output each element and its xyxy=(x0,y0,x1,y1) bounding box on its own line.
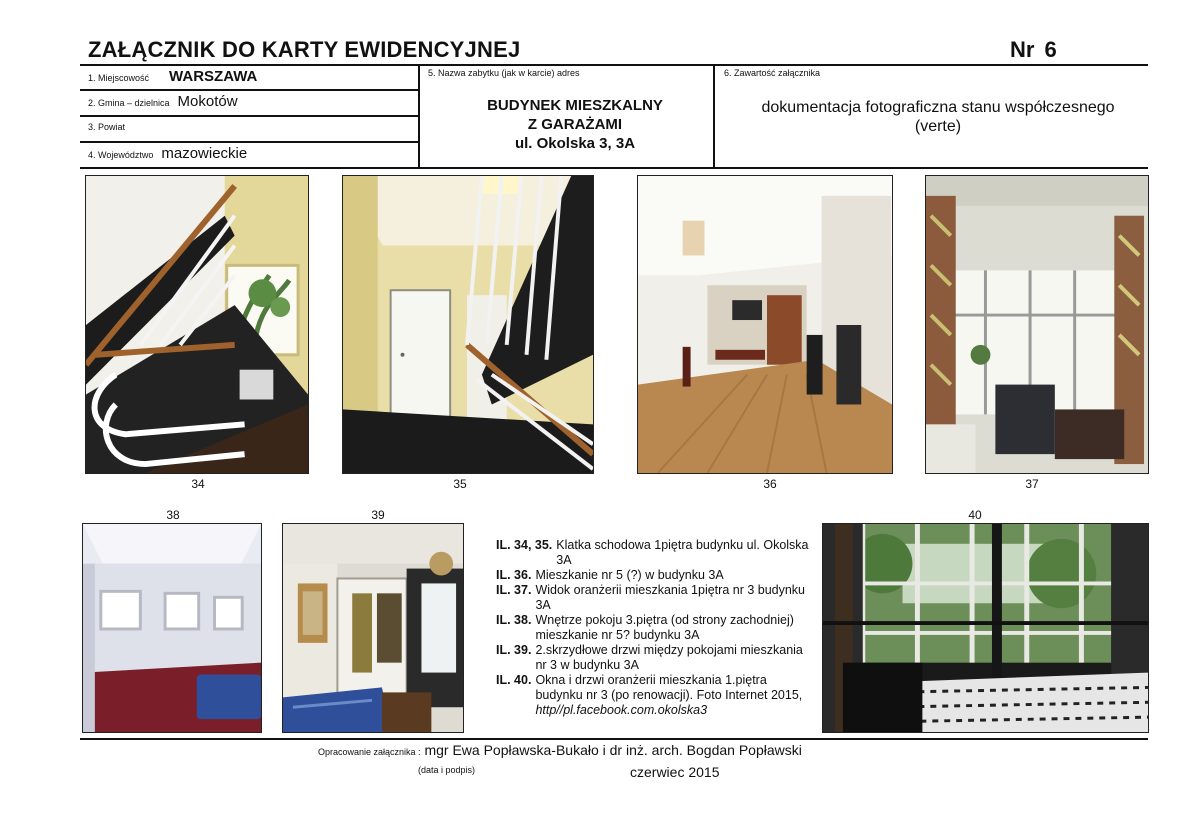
section5-label: 5. Nazwa zabytku (jak w karcie) adres xyxy=(428,68,580,78)
photo-37-orangery xyxy=(925,175,1149,474)
caption-text: Klatka schodowa 1piętra budynku ul. Okolska 3A xyxy=(556,538,809,567)
attachment-number xyxy=(1010,37,1057,63)
column-divider-2 xyxy=(713,64,715,169)
caption-40 xyxy=(496,673,814,718)
table-bottom-rule xyxy=(80,167,1148,169)
gmina-value: Mokotów xyxy=(177,93,238,110)
caption-text: Widok oranżerii mieszkania 1piętra nr 3 budynku 3A xyxy=(535,583,806,612)
field-miejscowosc xyxy=(88,68,257,85)
caption-id: IL. 37. xyxy=(496,583,532,597)
header-rule xyxy=(80,64,1148,66)
photo-35-stairwell xyxy=(342,175,594,474)
wojewodztwo-value: mazowieckie xyxy=(161,145,248,162)
powiat-label: 3. Powiat xyxy=(88,122,126,132)
caption-text: Mieszkanie nr 5 (?) w budynku 3A xyxy=(535,568,724,582)
date-label: (data i podpis) xyxy=(418,765,476,775)
row-divider-2 xyxy=(80,115,419,117)
column-divider-1 xyxy=(418,64,420,169)
caption-id: IL. 38. xyxy=(496,613,532,627)
photo-number-40: 40 xyxy=(968,508,982,522)
caption-source-link: http//pl.facebook.com.okolska3 xyxy=(535,703,708,717)
building-line-1: BUDYNEK MIESZKALNY xyxy=(487,97,663,114)
photo-captions xyxy=(496,538,814,718)
building-line-2: Z GARAŻAMI xyxy=(527,116,623,133)
prepared-label: Opracowanie załącznika : xyxy=(318,747,421,757)
caption-text: 2.skrzydłowe drzwi między pokojami mieszkania nr 3 w budynku 3A xyxy=(535,643,803,672)
footer-rule xyxy=(80,738,1148,740)
building-address: ul. Okolska 3, 3A xyxy=(514,135,636,152)
miejscowosc-value: WARSZAWA xyxy=(169,68,258,85)
section6-label: 6. Zawartość załącznika xyxy=(724,68,821,78)
caption-39 xyxy=(496,643,814,673)
gmina-label: 2. Gmina – dzielnica xyxy=(88,98,170,108)
row-divider-1 xyxy=(80,89,419,91)
caption-36 xyxy=(496,568,814,583)
photo-number-35: 35 xyxy=(453,477,467,491)
photo-34-staircase xyxy=(85,175,309,474)
prepared-by xyxy=(318,742,802,758)
field-powiat xyxy=(88,122,125,132)
caption-38 xyxy=(496,613,814,643)
photo-40-orangery-windows xyxy=(822,523,1149,733)
field-wojewodztwo xyxy=(88,145,247,162)
photo-36-apartment xyxy=(637,175,893,474)
attachment-contents xyxy=(728,98,1148,136)
photo-38-room xyxy=(82,523,262,733)
field-gmina xyxy=(88,93,238,110)
caption-text: Wnętrze pokoju 3.piętra (od strony zachodniej) mieszkanie nr 5? budynku 3A xyxy=(535,613,794,642)
page-title: ZAŁĄCZNIK DO KARTY EWIDENCYJNEJ xyxy=(88,37,521,62)
contents-line-2: (verte) xyxy=(914,118,962,135)
caption-37 xyxy=(496,583,814,613)
photo-number-37: 37 xyxy=(1025,477,1039,491)
wojewodztwo-label: 4. Województwo xyxy=(88,150,154,160)
caption-id: IL. 40. xyxy=(496,673,532,687)
photo-number-34: 34 xyxy=(191,477,205,491)
photo-number-38: 38 xyxy=(166,508,180,522)
caption-id: IL. 34, 35. xyxy=(496,538,553,552)
date-value: czerwiec 2015 xyxy=(630,764,720,780)
caption-text: Okna i drzwi oranżerii mieszkania 1.piętra budynku nr 3 (po renowacji). Foto Internet 2015, xyxy=(535,673,803,702)
photo-number-39: 39 xyxy=(371,508,385,522)
building-name xyxy=(440,96,710,153)
authors: mgr Ewa Popławska-Bukało i dr inż. arch. Bogdan Popławski xyxy=(424,742,802,758)
miejscowosc-label: 1. Miejscowość xyxy=(88,73,150,83)
nr-value: 6 xyxy=(1044,37,1057,62)
nr-label: Nr xyxy=(1010,37,1035,62)
contents-line-1: dokumentacja fotograficzna stanu współczesnego xyxy=(761,99,1115,116)
photo-39-double-doors xyxy=(282,523,464,733)
caption-34-35 xyxy=(496,538,814,568)
row-divider-3 xyxy=(80,141,419,143)
caption-id: IL. 36. xyxy=(496,568,532,582)
caption-id: IL. 39. xyxy=(496,643,532,657)
photo-number-36: 36 xyxy=(763,477,777,491)
